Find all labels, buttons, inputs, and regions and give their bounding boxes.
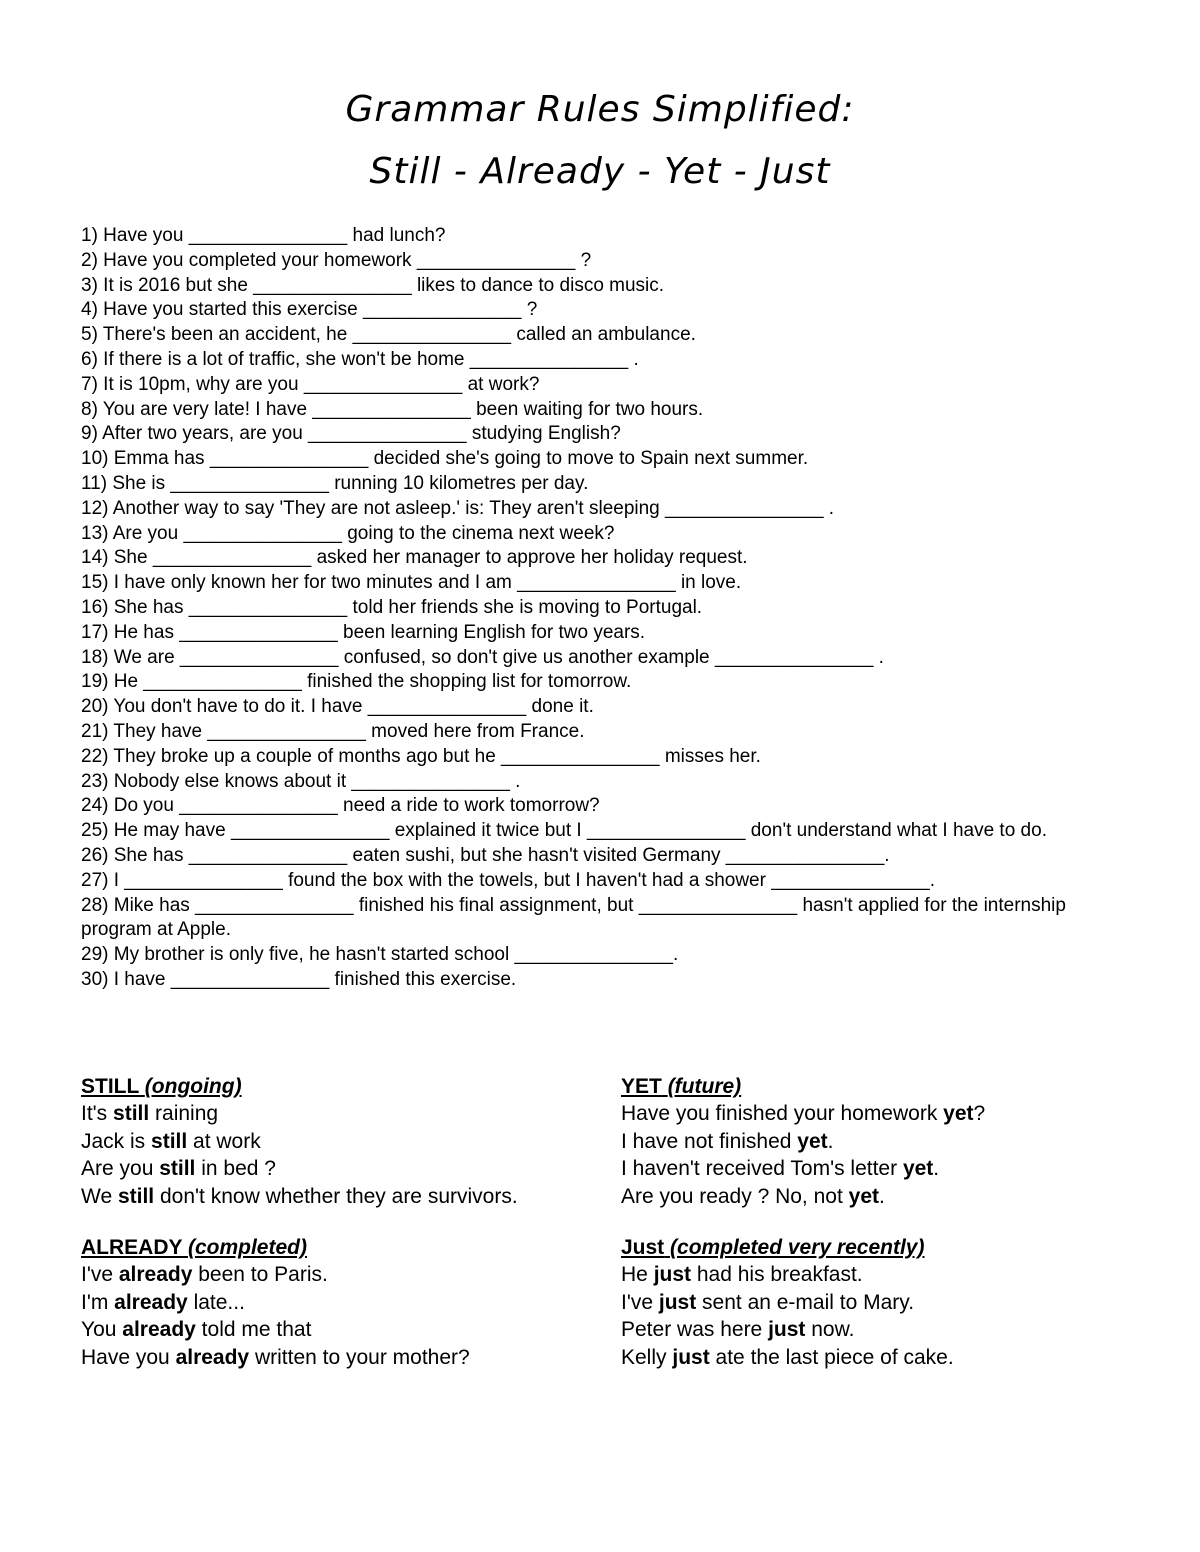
exercise-item: 22) They broke up a couple of months ago but he _______________ misses her.	[81, 745, 761, 767]
yet-section	[621, 1073, 985, 1210]
exercise-item: 11) She is _______________ running 10 kilometres per day.	[81, 472, 589, 494]
exercise-item: 23) Nobody else knows about it _______________ .	[81, 770, 521, 792]
example-sentence: Are you still in bed ?	[81, 1157, 276, 1181]
section-heading: STILL (ongoing)	[81, 1075, 242, 1098]
example-sentence: We still don't know whether they are survivors.	[81, 1184, 518, 1208]
example-sentence: Have you finished your homework yet?	[621, 1102, 986, 1126]
exercise-item: 21) They have _______________ moved here from France.	[81, 720, 585, 742]
exercise-item: 27) I _______________ found the box with the towels, but I haven't had a shower _______________.	[81, 869, 936, 891]
exercise-item: 25) He may have _______________ explained it twice but I _______________ don't understand what I have to do.	[81, 820, 1047, 842]
example-sentence: It's still raining	[81, 1102, 219, 1126]
exercise-item: 5) There's been an accident, he _______________ called an ambulance.	[81, 324, 696, 346]
exercise-item: 17) He has _______________ been learning English for two years.	[81, 621, 646, 643]
exercise-item: 7) It is 10pm, why are you _______________ at work?	[81, 373, 540, 395]
exercise-list	[81, 224, 1121, 993]
just-section	[621, 1234, 954, 1371]
exercise-item: 18) We are _______________ confused, so don't give us another example _______________ .	[81, 646, 884, 668]
exercise-item: 4) Have you started this exercise _______________ ?	[81, 299, 538, 321]
already-section	[81, 1234, 470, 1371]
example-sentence: I've just sent an e-mail to Mary.	[621, 1290, 915, 1314]
exercise-item: 26) She has _______________ eaten sushi, but she hasn't visited Germany _______________.	[81, 844, 890, 866]
exercise-item: 13) Are you _______________ going to the cinema next week?	[81, 522, 615, 544]
still-section	[81, 1073, 518, 1210]
exercise-item: 19) He _______________ finished the shopping list for tomorrow.	[81, 671, 632, 693]
example-sentence: I've already been to Paris.	[81, 1263, 328, 1287]
exercise-item: 24) Do you _______________ need a ride to work tomorrow?	[81, 795, 600, 817]
exercise-item: 1) Have you _______________ had lunch?	[81, 225, 446, 246]
exercise-item: 6) If there is a lot of traffic, she won't be home _______________ .	[81, 348, 639, 370]
page-subtitle: Still - Already - Yet - Just	[369, 151, 831, 192]
exercise-item: 8) You are very late! I have _______________ been waiting for two hours.	[81, 398, 704, 420]
exercise-item: 2) Have you completed your homework _______________ ?	[81, 249, 592, 271]
example-sentence: Have you already written to your mother?	[81, 1345, 470, 1369]
exercise-item: 16) She has _______________ told her friends she is moving to Portugal.	[81, 596, 703, 618]
section-heading: Just (completed very recently)	[621, 1236, 925, 1259]
example-sentence: Are you ready ? No, not yet.	[621, 1184, 885, 1208]
exercise-item: 14) She _______________ asked her manager to approve her holiday request.	[81, 547, 748, 569]
exercise-item: 12) Another way to say 'They are not asleep.' is: They aren't sleeping _______________ .	[81, 497, 835, 519]
exercise-item: 3) It is 2016 but she _______________ likes to dance to disco music.	[81, 274, 665, 296]
example-sentence: I'm already late...	[81, 1290, 245, 1314]
page-title: Grammar Rules Simplified:	[345, 89, 855, 130]
section-heading: ALREADY (completed)	[81, 1236, 307, 1259]
example-sentence: He just had his breakfast.	[621, 1263, 863, 1287]
exercise-item: 20) You don't have to do it. I have _______________ done it.	[81, 696, 594, 718]
example-sentence: You already told me that	[81, 1318, 312, 1342]
example-sentence: Peter was here just now.	[621, 1318, 855, 1342]
example-sentence: Jack is still at work	[81, 1129, 261, 1153]
exercise-item: 15) I have only known her for two minutes and I am _______________ in love.	[81, 572, 742, 594]
exercise-item: 30) I have _______________ finished this exercise.	[81, 968, 517, 990]
exercise-item: 28) Mike has _______________ finished his final assignment, but _______________ hasn't applied for the internship program at Apple.	[81, 894, 1066, 941]
exercise-item: 10) Emma has _______________ decided she's going to move to Spain next summer.	[81, 448, 809, 470]
example-sentence: Kelly just ate the last piece of cake.	[621, 1345, 954, 1369]
section-heading: YET (future)	[621, 1075, 742, 1098]
example-sentence: I haven't received Tom's letter yet.	[621, 1157, 940, 1181]
example-sentence: I have not finished yet.	[621, 1129, 834, 1153]
exercise-item: 9) After two years, are you _______________ studying English?	[81, 423, 621, 445]
exercise-item: 29) My brother is only five, he hasn't started school _______________.	[81, 944, 679, 966]
